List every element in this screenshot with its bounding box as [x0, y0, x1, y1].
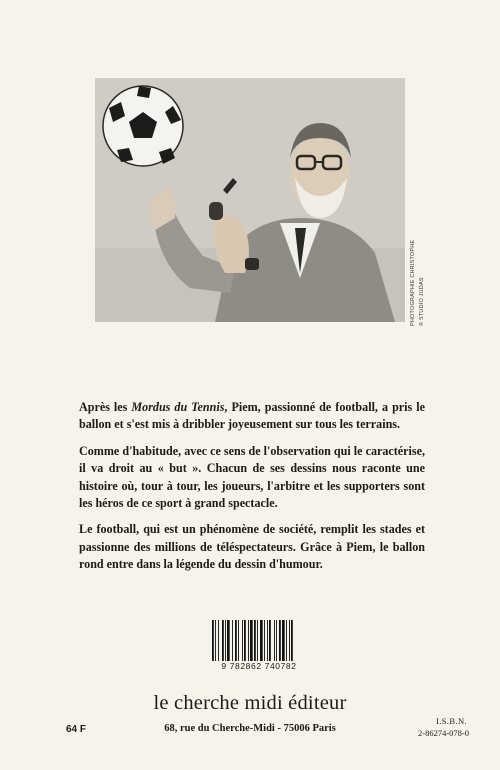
barcode-bar: [218, 620, 219, 661]
blurb-text: , Piem, passionné de football, a pris le ballon et s'est mis à dribbler joyeusement sur tous les terrains.: [79, 400, 425, 432]
blurb-paragraph: [79, 399, 425, 434]
barcode-bar: [260, 620, 263, 661]
photo-credit-line: PHOTOGRAPHIE CHRISTOPHE: [410, 239, 416, 326]
author-photo: [95, 78, 405, 322]
barcode-bar: [235, 620, 237, 661]
barcode-bar: [254, 620, 256, 661]
back-cover-blurb: [79, 399, 425, 583]
barcode-bar: [215, 620, 216, 661]
barcode-bar: [222, 620, 224, 661]
barcode-bar: [274, 620, 275, 661]
book-title: Mordus du Tennis: [131, 400, 225, 414]
barcode-bar: [269, 620, 271, 661]
barcode-bar: [242, 620, 243, 661]
barcode-bar: [250, 620, 253, 661]
barcode-bar: [267, 620, 268, 661]
price: 64 F: [66, 724, 87, 735]
barcode-bar: [286, 620, 287, 661]
barcode-bar: [225, 620, 226, 661]
barcode-bar: [282, 620, 285, 661]
blurb-paragraph: Le football, qui est un phénomène de société, remplit les stades et passionne des millions de téléspectateurs. Grâce à Piem, le ballon rond entre dans la légende du dessin d'humour.: [79, 522, 425, 572]
barcode-bar: [264, 620, 265, 661]
barcode-bar: [279, 620, 281, 661]
barcode-bar: [248, 620, 249, 661]
barcode-bar: [291, 620, 293, 661]
barcode-bar: [232, 620, 233, 661]
barcode-bar: [238, 620, 239, 661]
barcode: [211, 620, 307, 661]
barcode-number: 9 782862 740782: [221, 661, 297, 671]
photo-credit: [410, 232, 436, 327]
isbn-label: I.S.B.N.: [436, 716, 468, 726]
barcode-bar: [244, 620, 246, 661]
photo-credit-line: © STUDIO JUDAS: [419, 277, 425, 326]
barcode-bar: [227, 620, 230, 661]
barcode-bar: [289, 620, 290, 661]
publisher-name: le cherche midi éditeur: [153, 692, 347, 714]
blurb-paragraph: Comme d'habitude, avec ce sens de l'observation qui le caractérise, il va droit au « but ». Chacun de ses dessins nous raconte une histoire où, tour à tour, les joueurs, l'arbitre et les supporters sont les héros de ce sport à grand spectacle.: [79, 443, 425, 511]
author-photo-illustration: [95, 78, 405, 322]
barcode-bar: [257, 620, 258, 661]
blurb-text: Après les: [79, 400, 132, 414]
barcode-bar: [276, 620, 277, 661]
isbn-number: 2-86274-078-0: [418, 728, 469, 738]
publisher-address: 68, rue du Cherche-Midi - 75006 Paris: [164, 723, 336, 734]
barcode-bar: [212, 620, 214, 661]
